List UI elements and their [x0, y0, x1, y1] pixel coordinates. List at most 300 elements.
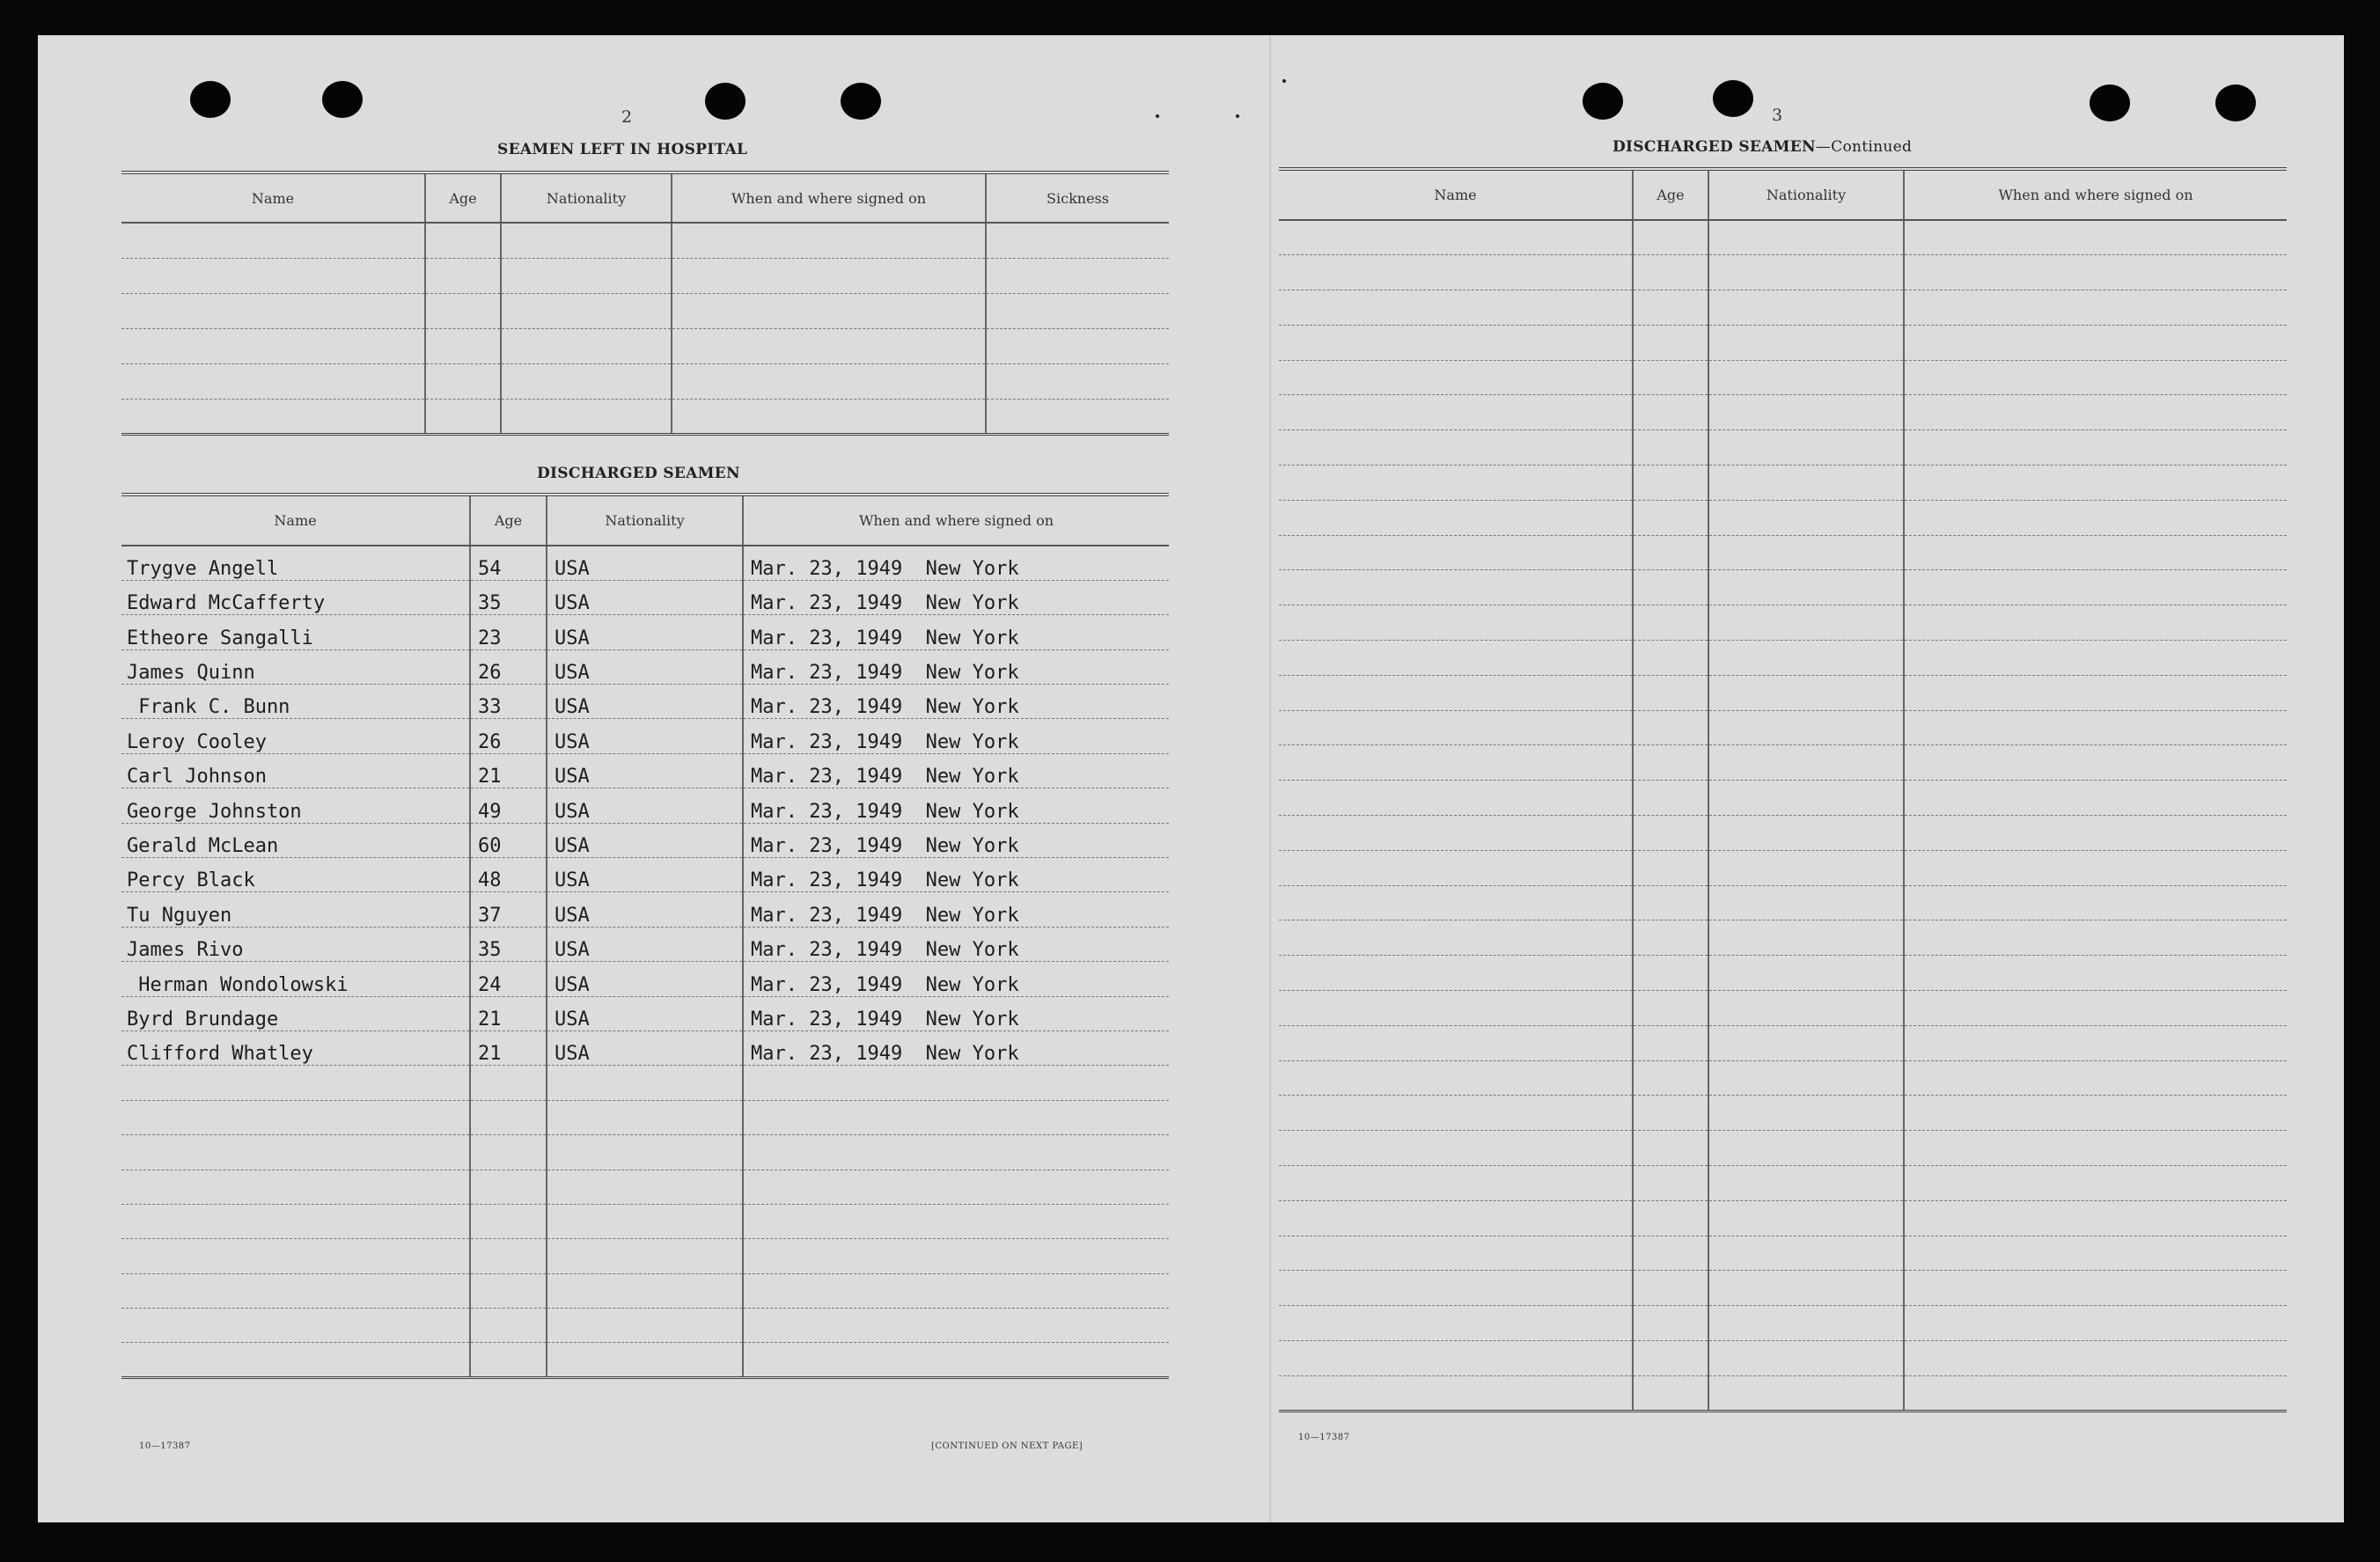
cell-nationality [1708, 1375, 1904, 1411]
cell-nationality [1708, 816, 1904, 851]
cell-signed-on [743, 1204, 1169, 1238]
cell-nationality [501, 293, 672, 328]
cell-nationality [501, 258, 672, 293]
cell-signed-on [1904, 745, 2287, 781]
table-row [121, 823, 1169, 857]
document-sheet [38, 35, 2344, 1522]
cell-age [1633, 325, 1708, 360]
cell-signed-on [1904, 885, 2287, 920]
punch-hole [190, 81, 231, 118]
cell-signed-on [672, 328, 986, 363]
cell-name: Edward McCafferty [121, 580, 470, 614]
column-header-nationality: Nationality [1708, 169, 1904, 220]
cell-age [1633, 1375, 1708, 1411]
table-row [1279, 816, 2287, 851]
table-row [121, 858, 1169, 892]
table-row [1279, 1131, 2287, 1166]
cell-signed-on [1904, 395, 2287, 430]
cell-signed-on: Mar. 23, 1949 New York [743, 546, 1169, 580]
cell-sickness [986, 328, 1169, 363]
cell-age [1633, 1271, 1708, 1306]
table-row [1279, 1271, 2287, 1306]
cell-name [1279, 1060, 1633, 1096]
cell-signed-on [743, 1343, 1169, 1377]
cell-nationality [501, 223, 672, 258]
cell-age [1633, 1025, 1708, 1060]
cell-name [1279, 991, 1633, 1026]
cell-sickness [986, 258, 1169, 293]
column-header-nationality: Nationality [547, 495, 743, 546]
table-row [121, 1100, 1169, 1134]
table-row [1279, 1341, 2287, 1376]
cell-age [1633, 1166, 1708, 1201]
cell-name [1279, 325, 1633, 360]
table-row [121, 962, 1169, 996]
cell-name [1279, 920, 1633, 956]
cell-signed-on [743, 1066, 1169, 1100]
cell-signed-on [672, 293, 986, 328]
cell-name [121, 399, 425, 434]
cell-nationality: USA [547, 719, 743, 753]
cell-name: Frank C. Bunn [121, 685, 470, 719]
cell-name [121, 223, 425, 258]
cell-age [1633, 745, 1708, 781]
form-number: 10—17387 [1298, 1433, 1350, 1442]
cell-nationality [1708, 1131, 1904, 1166]
cell-age [1633, 781, 1708, 816]
table-row [1279, 430, 2287, 466]
cell-age [1633, 1060, 1708, 1096]
cell-signed-on [743, 1170, 1169, 1204]
cell-name [121, 1100, 470, 1134]
table-row [1279, 745, 2287, 781]
page-number: 2 [621, 107, 633, 127]
cell-nationality [1708, 1025, 1904, 1060]
cell-signed-on [672, 223, 986, 258]
cell-name: Etheore Sangalli [121, 615, 470, 649]
cell-age [1633, 991, 1708, 1026]
page-fold [1269, 35, 1271, 1522]
cell-sickness [986, 399, 1169, 434]
table-row [121, 1309, 1169, 1343]
cell-nationality [501, 399, 672, 434]
cell-signed-on [672, 258, 986, 293]
cell-age: 23 [470, 615, 547, 649]
cell-name: Byrd Brundage [121, 996, 470, 1030]
table-row [1279, 325, 2287, 360]
cell-name [1279, 675, 1633, 710]
table-row [1279, 1025, 2287, 1060]
cell-signed-on: Mar. 23, 1949 New York [743, 996, 1169, 1030]
page-number: 3 [1772, 106, 1783, 125]
table-row [1279, 850, 2287, 885]
cell-signed-on [1904, 710, 2287, 745]
cell-age [1633, 290, 1708, 326]
table-row [1279, 466, 2287, 501]
cell-age [1633, 466, 1708, 501]
cell-name: Clifford Whatley [121, 1030, 470, 1065]
column-header-age: Age [470, 495, 547, 546]
cell-signed-on: Mar. 23, 1949 New York [743, 823, 1169, 857]
cell-age [1633, 956, 1708, 991]
cell-name [121, 328, 425, 363]
table-row [121, 1066, 1169, 1100]
cell-name [1279, 745, 1633, 781]
table-row [121, 293, 1169, 328]
speck [1156, 114, 1159, 118]
discharged-seamen-table [121, 493, 1169, 1379]
column-header-signed-on: When and where signed on [1904, 169, 2287, 220]
cell-name [121, 1273, 470, 1308]
table-row [121, 1135, 1169, 1170]
cell-signed-on [743, 1239, 1169, 1273]
cell-signed-on: Mar. 23, 1949 New York [743, 1030, 1169, 1065]
cell-name [1279, 710, 1633, 745]
cell-name [1279, 1271, 1633, 1306]
cell-nationality [1708, 920, 1904, 956]
cell-name [1279, 816, 1633, 851]
table-row [121, 892, 1169, 927]
cell-signed-on: Mar. 23, 1949 New York [743, 858, 1169, 892]
cell-age [1633, 360, 1708, 395]
cell-signed-on [1904, 816, 2287, 851]
table-row [1279, 641, 2287, 676]
cell-name [1279, 1306, 1633, 1341]
cell-nationality [547, 1100, 743, 1134]
hospital-header-row [121, 172, 1169, 223]
cell-age [470, 1204, 547, 1238]
cell-signed-on [1904, 430, 2287, 466]
table-row [121, 363, 1169, 399]
cell-nationality [1708, 535, 1904, 570]
cell-name [1279, 1375, 1633, 1411]
cell-name [1279, 781, 1633, 816]
cell-nationality [1708, 885, 1904, 920]
cell-nationality [1708, 956, 1904, 991]
cell-name [1279, 466, 1633, 501]
cell-age [425, 293, 501, 328]
cell-name [121, 1170, 470, 1204]
cell-age [1633, 641, 1708, 676]
cell-age: 33 [470, 685, 547, 719]
cell-signed-on: Mar. 23, 1949 New York [743, 892, 1169, 927]
title-main: DISCHARGED SEAMEN [1612, 138, 1816, 156]
cell-age [1633, 885, 1708, 920]
table-row [1279, 360, 2287, 395]
cell-nationality [1708, 325, 1904, 360]
cell-nationality [1708, 395, 1904, 430]
cell-name: Trygve Angell [121, 546, 470, 580]
cell-signed-on [1904, 991, 2287, 1026]
speck [1282, 79, 1286, 83]
cell-nationality [1708, 1271, 1904, 1306]
cell-name: James Rivo [121, 927, 470, 961]
cell-signed-on [1904, 290, 2287, 326]
table-row [121, 996, 1169, 1030]
cell-signed-on [1904, 1375, 2287, 1411]
cell-signed-on [743, 1273, 1169, 1308]
cell-signed-on [1904, 956, 2287, 991]
cell-nationality [1708, 1166, 1904, 1201]
cell-age: 24 [470, 962, 547, 996]
cell-age: 26 [470, 649, 547, 684]
cell-signed-on [1904, 466, 2287, 501]
table-row [1279, 1166, 2287, 1201]
cell-nationality: USA [547, 927, 743, 961]
cell-signed-on [1904, 220, 2287, 255]
table-row [121, 399, 1169, 434]
cell-nationality: USA [547, 823, 743, 857]
cell-nationality [1708, 1060, 1904, 1096]
cell-signed-on [1904, 1166, 2287, 1201]
cell-age: 35 [470, 927, 547, 961]
cell-sickness [986, 293, 1169, 328]
table-row [121, 649, 1169, 684]
table-row [121, 328, 1169, 363]
cell-name [1279, 605, 1633, 641]
cell-age [1633, 255, 1708, 290]
table-row [1279, 1060, 2287, 1096]
table-row [121, 223, 1169, 258]
cell-signed-on [672, 399, 986, 434]
cell-age [470, 1100, 547, 1134]
table-row [121, 1273, 1169, 1308]
cell-signed-on [1904, 1200, 2287, 1236]
cell-age [1633, 710, 1708, 745]
cell-signed-on [1904, 500, 2287, 535]
cell-name [1279, 290, 1633, 326]
cell-signed-on: Mar. 23, 1949 New York [743, 615, 1169, 649]
cell-nationality [1708, 290, 1904, 326]
cell-age [1633, 395, 1708, 430]
right-header-row [1279, 169, 2287, 220]
cell-name [1279, 255, 1633, 290]
cell-age: 48 [470, 858, 547, 892]
cell-signed-on: Mar. 23, 1949 New York [743, 649, 1169, 684]
discharged-continued-table [1279, 167, 2287, 1412]
table-row [121, 580, 1169, 614]
cell-name [121, 1239, 470, 1273]
discharged-section-title: DISCHARGED SEAMEN [537, 465, 740, 482]
cell-signed-on [1904, 1236, 2287, 1271]
column-header-name: Name [121, 495, 470, 546]
cell-signed-on: Mar. 23, 1949 New York [743, 927, 1169, 961]
cell-name [1279, 570, 1633, 605]
punch-hole [1583, 83, 1623, 120]
cell-nationality [1708, 675, 1904, 710]
cell-age [425, 363, 501, 399]
cell-age [470, 1135, 547, 1170]
cell-name [1279, 885, 1633, 920]
cell-age [470, 1309, 547, 1343]
cell-age [1633, 430, 1708, 466]
cell-nationality [1708, 1200, 1904, 1236]
cell-age [470, 1066, 547, 1100]
cell-nationality: USA [547, 615, 743, 649]
table-row [1279, 535, 2287, 570]
cell-signed-on: Mar. 23, 1949 New York [743, 788, 1169, 823]
title-continued: —Continued [1815, 138, 1913, 156]
punch-hole [841, 83, 881, 120]
cell-age [1633, 500, 1708, 535]
cell-nationality [547, 1309, 743, 1343]
table-row [121, 1204, 1169, 1238]
cell-name: Herman Wondolowski [121, 962, 470, 996]
table-row [1279, 781, 2287, 816]
column-header-signed-on: When and where signed on [743, 495, 1169, 546]
cell-name [1279, 1096, 1633, 1131]
table-row [121, 719, 1169, 753]
punch-hole [2090, 84, 2130, 121]
cell-signed-on [743, 1309, 1169, 1343]
table-row [1279, 1096, 2287, 1131]
cell-name [1279, 1166, 1633, 1201]
cell-nationality [1708, 850, 1904, 885]
table-row [121, 258, 1169, 293]
cell-age [1633, 920, 1708, 956]
cell-age [1633, 850, 1708, 885]
cell-signed-on [1904, 920, 2287, 956]
cell-name: James Quinn [121, 649, 470, 684]
cell-nationality [1708, 991, 1904, 1026]
column-header-nationality: Nationality [501, 172, 672, 223]
cell-name [1279, 956, 1633, 991]
table-row [121, 753, 1169, 788]
cell-name [121, 1343, 470, 1377]
cell-nationality [1708, 430, 1904, 466]
discharged-header-row [121, 495, 1169, 546]
cell-age [1633, 570, 1708, 605]
cell-nationality: USA [547, 753, 743, 788]
cell-signed-on [1904, 360, 2287, 395]
cell-name [1279, 430, 1633, 466]
cell-age: 26 [470, 719, 547, 753]
cell-name: Leroy Cooley [121, 719, 470, 753]
table-row [1279, 1375, 2287, 1411]
cell-name: George Johnston [121, 788, 470, 823]
column-header-signed-on: When and where signed on [672, 172, 986, 223]
cell-nationality [547, 1066, 743, 1100]
table-row [1279, 500, 2287, 535]
column-header-sickness: Sickness [986, 172, 1169, 223]
cell-age [1633, 675, 1708, 710]
continued-note: [CONTINUED ON NEXT PAGE] [931, 1441, 1083, 1451]
cell-nationality: USA [547, 580, 743, 614]
cell-nationality: USA [547, 546, 743, 580]
table-row [1279, 570, 2287, 605]
cell-name [1279, 1236, 1633, 1271]
cell-signed-on [1904, 1271, 2287, 1306]
cell-signed-on [1904, 1306, 2287, 1341]
cell-signed-on [1904, 850, 2287, 885]
cell-signed-on [1904, 641, 2287, 676]
cell-sickness [986, 223, 1169, 258]
form-number: 10—17387 [139, 1441, 191, 1451]
discharged-continued-title [1612, 138, 1912, 156]
hospital-table [121, 171, 1169, 436]
cell-name [1279, 641, 1633, 676]
cell-age [1633, 1096, 1708, 1131]
column-header-age: Age [1633, 169, 1708, 220]
cell-nationality [1708, 255, 1904, 290]
table-row [1279, 290, 2287, 326]
punch-hole [705, 83, 746, 120]
cell-signed-on [1904, 1341, 2287, 1376]
cell-signed-on [1904, 325, 2287, 360]
table-row [121, 927, 1169, 961]
cell-name [121, 363, 425, 399]
cell-signed-on [743, 1135, 1169, 1170]
cell-age [1633, 1200, 1708, 1236]
cell-signed-on: Mar. 23, 1949 New York [743, 580, 1169, 614]
table-row [1279, 885, 2287, 920]
cell-nationality [1708, 710, 1904, 745]
cell-signed-on [1904, 781, 2287, 816]
cell-nationality [1708, 1306, 1904, 1341]
cell-nationality [1708, 605, 1904, 641]
cell-signed-on: Mar. 23, 1949 New York [743, 962, 1169, 996]
cell-age [1633, 1236, 1708, 1271]
cell-age: 21 [470, 996, 547, 1030]
cell-age [425, 223, 501, 258]
cell-age: 60 [470, 823, 547, 857]
punch-hole [1713, 80, 1753, 117]
table-row [1279, 255, 2287, 290]
cell-nationality: USA [547, 858, 743, 892]
table-row [1279, 1306, 2287, 1341]
cell-signed-on [1904, 570, 2287, 605]
cell-nationality: USA [547, 649, 743, 684]
cell-name: Tu Nguyen [121, 892, 470, 927]
punch-hole [2215, 84, 2256, 121]
cell-nationality: USA [547, 996, 743, 1030]
cell-nationality [1708, 641, 1904, 676]
table-row [1279, 220, 2287, 255]
cell-nationality [501, 328, 672, 363]
cell-nationality: USA [547, 892, 743, 927]
table-row [1279, 395, 2287, 430]
cell-nationality [1708, 360, 1904, 395]
cell-age [1633, 1341, 1708, 1376]
cell-nationality [547, 1170, 743, 1204]
cell-age [1633, 816, 1708, 851]
cell-signed-on [743, 1100, 1169, 1134]
column-header-name: Name [1279, 169, 1633, 220]
table-row [121, 546, 1169, 580]
cell-age: 54 [470, 546, 547, 580]
cell-name [121, 1066, 470, 1100]
cell-signed-on [1904, 535, 2287, 570]
cell-name [1279, 395, 1633, 430]
cell-name [1279, 535, 1633, 570]
cell-nationality [1708, 1236, 1904, 1271]
table-row [121, 1343, 1169, 1377]
table-row [121, 788, 1169, 823]
speck [1236, 114, 1239, 118]
cell-name [121, 1135, 470, 1170]
cell-name [1279, 850, 1633, 885]
cell-name [1279, 1131, 1633, 1166]
cell-nationality [547, 1239, 743, 1273]
cell-nationality: USA [547, 788, 743, 823]
cell-nationality [1708, 1096, 1904, 1131]
cell-nationality [1708, 745, 1904, 781]
column-header-age: Age [425, 172, 501, 223]
cell-signed-on [1904, 605, 2287, 641]
cell-nationality [547, 1343, 743, 1377]
cell-age [425, 258, 501, 293]
cell-signed-on [1904, 1096, 2287, 1131]
